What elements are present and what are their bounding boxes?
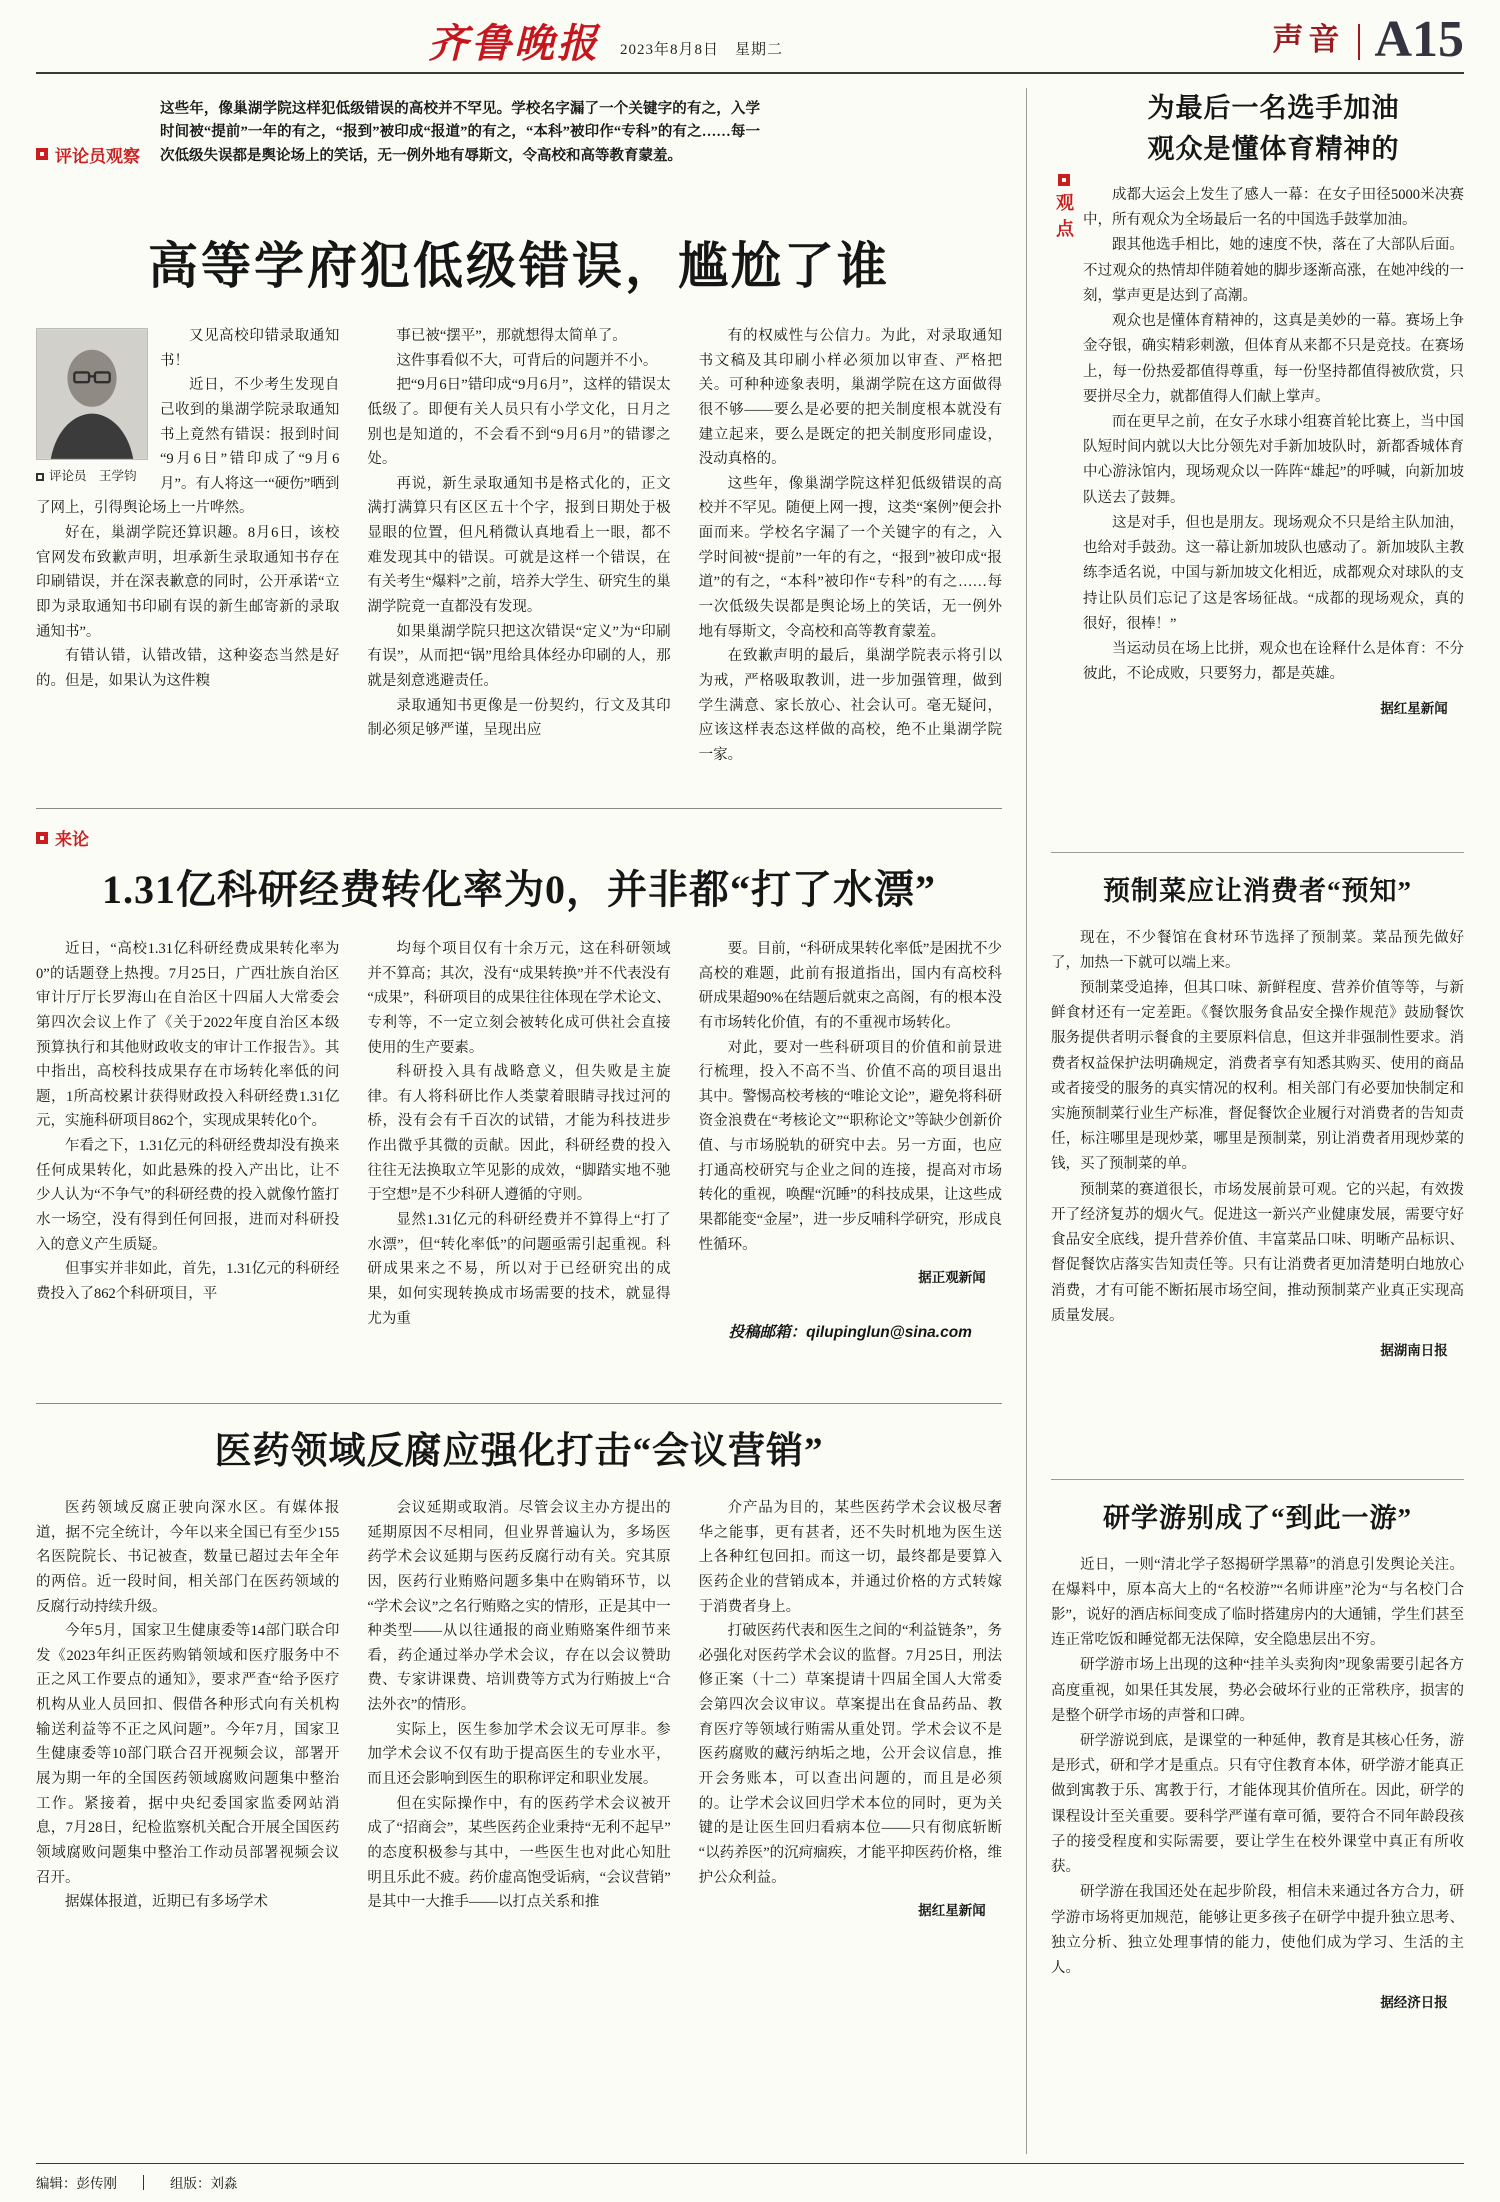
sidebar-article-title: 研学游别成了“到此一游” [1103,1503,1412,1533]
lailun-article [36,937,1002,1347]
publication-date: 2023年8月8日 星期二 [620,42,784,58]
paragraph: 跟其他选手相比，她的速度不快，落在了大部队后面。不过观众的热情却伴随着她的脚步逐渐高涨，在她冲线的一刻，掌声更是达到了高潮。 [1083,237,1464,304]
article-column-1 [36,937,339,1347]
paragraph: 研学游市场上出现的这种“挂羊头卖狗肉”现象需要引起各方高度重视，如果任其发展，势必会破坏行业的正常秩序，损害的是整个研学市场的声誉和口碑。 [1051,1657,1464,1724]
sidebar-article-sports [1051,88,1464,836]
author-byline [36,466,148,487]
masthead-logo: 齐鲁晚报 [428,21,600,66]
paragraph: 有错认错，认错改错，这种姿态当然是好的。但是，如果认为这件糗 [36,648,340,689]
section-divider [1051,1479,1464,1480]
paragraph: 这件事看似不大，可背后的问题并不小。 [396,352,658,369]
paragraph: 在致歉声明的最后，巢湖学院表示将引以为戒，严格吸取教训，进一步加强管理，做到学生满意、家长放心、社会认可。毫无疑问，应该这样表态这样做的高校，绝不止巢湖学院一家。 [698,648,1002,763]
article-text [699,937,1002,1257]
paragraph: 今年5月，国家卫生健康委等14部门联合印发《2023年纠正医药购销领域和医疗服务中不正之风工作要点的通知》，要求严查“给予医疗机构从业人员回扣、假借各种形式向有关机构输送利益等不正之风问题”。今年7月，国家卫生健康委等10部门联合召开视频会议，部署开展为期一年的全国医药领域腐败问题集中整治工作。紧接着，据中央纪委国家监委网站消息，7月28日，纪检监察机关配合开展全国医药领域腐败问题集中整治工作动员部署视频会议召开。 [36,1623,340,1886]
author-photo [36,328,148,460]
section-block [1272,11,1464,69]
article-text [1051,926,1464,1330]
byline-marker-icon [36,473,44,481]
paragraph: 好在，巢湖学院还算识趣。8月6日，该校官网发布致歉声明，坦承新生录取通知书存在印刷错误，并在深表歉意的同时，公开承诺“立即为录取通知书印刷有误的新生邮寄新的录取通知书”。 [36,525,340,640]
paragraph: 近日，“高校1.31亿科研经费成果转化率为0”的话题登上热搜。7月25日，广西壮族自治区审计厅厅长罗海山在自治区十四届人大常委会第四次会议上作了《关于2022年度自治区本级预算执行和其他财政收支的审计工作报告》。其中指出，高校科技成果存在市场转化率低的问题，1所高校累计获得财政投入科研经费1.31亿元，实施科研项目862个，实现成果转化0个。 [36,941,340,1130]
paragraph: 科研投入具有战略意义，但失败是主旋律。有人将科研比作人类蒙着眼睛寻找过河的桥，没有会有千百次的试错，才能为科技进步作出微乎其微的贡献。因此，科研经费的投入往往无法换取立竿见影的成效，“脚踏实地不驰于空想”是不少科研人遵循的守则。 [367,1064,671,1204]
paragraph: 预制菜的赛道很长，市场发展前景可观。它的兴起，有效拨开了经济复苏的烟火气。促进这一新兴产业健康发展，需要守好食品安全底线，提升营养价值、丰富菜品口味、明晰产品标识、督促餐饮店落实告知责任等。只有让消费者更加清楚明白地放心消费，才有可能不断拓展市场空间，推动预制菜产业真正实现高质量发展。 [1051,1181,1464,1324]
footer-divider [143,2175,144,2190]
paragraph: 打破医药代表和医生之间的“利益链条”，务必强化对医药学术会议的监督。7月25日，刑法修正案（十二）草案提请十四届全国人大常委会第四次会议审议。草案提出在食品药品、教育医疗等领域行贿需从重处罚。学术会议不是医药腐败的藏污纳垢之地，公开会议信息，推开会务账本，可以查出问题的，而且是必须的。让学术会议回归学术本位的同时，更为关键的是让医生回归看病本位——只有彻底斩断“以药养医”的沉疴痼疾，才能平抑医药价格，维护公众利益。 [698,1623,1002,1886]
article-column-2 [367,1496,670,1923]
content-area [36,88,1464,2154]
paragraph: 有的权威性与公信力。为此，对录取通知书文稿及其印刷小样必须加以审查、严格把关。可种种迹象表明，巢湖学院在这方面做得很不够——要么是必要的把关制度根本就没有建立起来，要么是既定的把关制度形同虚设，没动真格的。 [698,328,1002,468]
page-header [36,11,1464,74]
yiyao-article [36,1496,1002,1923]
commentator-observation-section [36,96,1002,212]
footer-layout: 组版：刘淼 [170,2176,238,2191]
paragraph: 成都大运会上发生了感人一幕：在女子田径5000米决赛中，所有观众为全场最后一名的中国选手鼓掌加油。 [1083,187,1464,229]
sidebar-article-title-line1: 为最后一名选手加油 [1147,93,1400,123]
article-source: 据湖南日报 [1380,1343,1448,1358]
paragraph: 又见高校印错录取通知书！ [160,328,340,369]
yiyao-headline: 医药领域反腐应强化打击“会议营销” [214,1431,824,1472]
sidebar-column [1026,88,1464,2154]
article-column-2 [367,937,670,1347]
article-source: 据红星新闻 [918,1903,986,1919]
section-label-observer [36,96,140,212]
article-text [367,1496,670,1915]
yiyao-section [36,1420,1002,2008]
sidebar-article-study-tour [1051,1498,1464,2011]
article-source: 据红星新闻 [1380,701,1448,717]
article-column-2 [367,324,670,790]
main-column [36,88,1026,2154]
author-block [36,328,148,487]
article-text [699,1496,1002,1890]
section-marker-icon [36,148,48,160]
article-text [699,324,1002,768]
page-number: A15 [1374,11,1464,69]
paragraph: 研学游在我国还处在起步阶段，相信未来通过各方合力，研学游市场将更加规范，能够让更多孩子在研学中提升独立思考、独立分析、独立处理事情的能力，使他们成为学习、生活的主人。 [1051,1884,1464,1976]
paragraph: 预制菜受追捧，但其口味、新鲜程度、营养价值等等，与新鲜食材还有一定差距。《餐饮服务食品安全操作规范》鼓励餐饮服务提供者明示餐食的主要原料信息，但这并非强制性要求。消费者权益保护法明确规定，消费者享有知悉其购买、使用的商品或者接受的服务的真实情况的权利。相关部门有必要加快制定和实施预制菜行业生产标准，督促餐饮企业履行对消费者的告知责任，标注哪里是现炒菜，哪里是预制菜，别让消费者用现炒菜的钱，买了预制菜的单。 [1051,979,1464,1173]
paragraph: 再说，新生录取通知书是格式化的，正文满打满算只有区区五十个字，报到日期处于极显眼的位置，但凡稍微认真地看上一眼，都不难发现其中的错误。可就是这样一个错误，在有关考生“爆料”之前，培养大学生、研究生的巢湖学院竟一直都没有发现。 [367,475,671,616]
article-text [1083,183,1464,687]
section-label-text: 评论员观察 [55,146,140,166]
paragraph: 均每个项目仅有十余万元，这在科研领域并不算高；其次，没有“成果转换”并不代表没有“成果”，科研项目的成果往往体现在学术论文、专利等，不一定立刻会被转化成可供社会直接使用的生产要素。 [367,941,671,1056]
paragraph: 如果巢湖学院只把这次错误“定义”为“印刷有误”，从而把“锅”甩给具体经办印刷的人，那就是刻意逃避责任。 [367,623,671,689]
article-column-1 [36,1496,339,1923]
paragraph: 观众也是懂体育精神的，这真是美妙的一幕。赛场上争金夺银，确实精彩刺激，但体育从来都不只是竞技。在赛场上，每一份热爱都值得尊重，每一份坚持都值得被欣赏，只要拼尽全力，就都值得人们献上掌声。 [1083,313,1464,405]
paragraph: 显然1.31亿元的科研经费并不算得上“打了水漂”，但“转化率低”的问题亟需引起重视。科研成果来之不易，所以对于已经研究出的成果，如何实现转换成市场需要的技术，就显得尤为重 [367,1212,671,1327]
paragraph: 这是对手，但也是朋友。现场观众不只是给主队加油，也给对手鼓劲。这一幕让新加坡队也感动了。新加坡队主教练李适名说，中国与新加坡文化相近，成都观众对球队的支持让队员们忘记了这是客场征战。“成都的现场观众，真的很好，很棒！” [1083,514,1464,632]
section-divider [36,808,1002,809]
viewpoint-label [1051,174,1077,245]
article-column-3 [699,324,1002,790]
main-headline: 高等学府犯低级错误，尴尬了谁 [148,238,890,294]
section-divider [36,1403,1002,1404]
section-divider-bar [1358,24,1360,60]
byline-text: 评论员 王学钧 [49,469,137,483]
sidebar-article-premade-food [1051,871,1464,1463]
article-column-3 [699,937,1002,1347]
sidebar-article-title-line2: 观众是懂体育精神的 [1147,133,1400,164]
paragraph: 会议延期或取消。尽管会议主办方提出的延期原因不尽相同，但业界普遍认为，多场医药学术会议延期与医药反腐行动有关。究其原因，医药行业贿赂问题多集中在购销环节，以“学术会议”之名行贿赂之实的情形，正是其中一种类型——从以往通报的商业贿赂案件细节来看，药企通过举办学术会议，存在以会议赞助费、专家讲课费、培训费等方式为行贿披上“合法外衣”的情形。 [367,1500,671,1714]
paragraph: 对此，要对一些科研项目的价值和前景进行梳理，投入不高不当、价值不高的项目退出其中。警惕高校考核的“唯论文论”，避免将科研资金浪费在“考核论文”“职称论文”等缺少创新价值、与市场脱轨的研究中去。另一方面，也应打通高校研究与企业之间的连接，提高对市场转化的重视，唤醒“沉睡”的科技成果，让这些成果都能变“金屋”，进一步反哺科学研究，形成良性循环。 [698,1039,1002,1253]
page-footer [36,2163,1464,2192]
article-text [367,937,670,1331]
lailun-section [36,825,1002,1385]
paragraph: 但事实并非如此，首先，1.31亿元的科研经费投入了862个科研项目，平 [36,1261,340,1302]
paragraph: 把“9月6日”错印成“9月6月”，这样的错误太低级了。即便有关人员只有小学文化，日月之别也是知道的，不会看不到“9月6月”的错谬之处。 [367,377,671,468]
submission-email: 投稿邮箱：qilupinglun@sina.com [728,1324,972,1342]
main-article [36,324,1002,790]
paragraph: 要。目前，“科研成果转化率低”是困扰不少高校的难题，此前有报道指出，国内有高校科研成果超90%在结题后就束之高阁，有的根本没有市场转化价值，有的不重视市场转化。 [698,941,1002,1031]
paragraph: 实际上，医生参加学术会议无可厚非。参加学术会议不仅有助于提高医生的专业水平，而且还会影响到医生的职称评定和职业发展。 [367,1721,671,1788]
paragraph: 近日，一则“清北学子怒揭研学黑幕”的消息引发舆论关注。在爆料中，原本高大上的“名校游”“名师讲座”沦为“与名校门合影”，说好的酒店标间变成了临时搭建房内的大通铺，学生们甚至连正常吃饭和睡觉都无法保障，安全隐患层出不穷。 [1051,1556,1464,1649]
footer-editor: 编辑：彭传刚 [36,2176,117,2191]
section-divider [1051,852,1464,853]
article-text [36,937,339,1307]
paragraph: 现在，不少餐馆在食材环节选择了预制菜。菜品预先做好了，加热一下就可以端上来。 [1051,929,1464,971]
article-source: 据正观新闻 [918,1270,986,1286]
section-marker-icon [36,832,48,844]
sidebar-article-title: 预制菜应让消费者“预知” [1103,876,1412,906]
observer-intro-text: 这些年，像巢湖学院这样犯低级错误的高校并不罕见。学校名字漏了一个关键字的有之，入学时间被“提前”一年的有之，“报到”被印成“报道”的有之，“本科”被印作“专科”的有之……每一次低级失误都是舆论场上的笑话，无一例外地有辱斯文，令高校和高等教育蒙羞。 [160,101,760,164]
article-column-3 [699,1496,1002,1923]
section-label-lailun [36,825,1002,850]
paragraph: 当运动员在场上比拼，观众也在诠释什么是体育：不分彼此，不论成败，只要努力，都是英雄。 [1083,640,1464,683]
article-text [36,1496,339,1915]
paragraph: 研学游说到底，是课堂的一种延伸，教育是其核心任务，游是形式，研和学才是重点。只有守住教育本体，研学游才能真正做到寓教于乐、寓教于行，才能体现其价值所在。因此，研学的课程设计至关重要。要科学严谨有章可循，要符合不同年龄段孩子的接受程度和实际需要，要让学生在校外课堂中真正有所收获。 [1051,1733,1464,1876]
lailun-headline: 1.31亿科研经费转化率为0，并非都“打了水漂” [102,867,936,912]
article-text [1051,1553,1464,1982]
paragraph: 录取通知书更像是一份契约，行文及其印制必须足够严谨，呈现出应 [367,697,671,739]
article-source: 据经济日报 [1380,1995,1448,2011]
paragraph: 但在实际操作中，有的医药学术会议被开成了“招商会”，某些医药企业秉持“无利不起早”的态度积极参与其中，一些医生也对此心知肚明且乐此不疲。药价虚高饱受诟病，“会议营销”是其中一大推手——以打点关系和推 [367,1795,671,1911]
paragraph: 介产品为目的，某些医药学术会议极尽奢华之能事，更有甚者，还不失时机地为医生送上各种红包回扣。而这一切，最终都是要算入医药企业的营销成本，并通过价格的方式转嫁于消费者身上。 [698,1500,1002,1615]
paragraph: 乍看之下，1.31亿元的科研经费却没有换来任何成果转化，如此悬殊的投入产出比，让不少人认为“不争气”的科研经费的投入就像竹篮打水一场空，没有得到任何回报，进而对科研投入的意义产生质疑。 [36,1138,340,1253]
section-marker-icon [1058,174,1070,186]
paragraph: 医药领域反腐正驶向深水区。有媒体报道，据不完全统计，今年以来全国已有至少155名医院院长、书记被查，数量已超过去年全年的两倍。近一段时间，相关部门在医药领域的反腐行动持续升级。 [36,1500,340,1615]
viewpoint-label-text: 观点 [1054,193,1074,245]
paragraph: 这些年，像巢湖学院这样犯低级错误的高校并不罕见。随便上网一搜，这类“案例”便会扑面而来。学校名字漏了一个关键字的有之，入学时间被“提前”一年的有之，“报到”被印成“报道”的有之，“本科”被印作“专科”的有之……每一次低级失误都是舆论场上的笑话，无一例外地有辱斯文，令高校和高等教育蒙羞。 [698,475,1002,640]
paragraph: 事已被“摆平”，那就想得太简单了。 [396,328,627,344]
paragraph: 而在更早之前，在女子水球小组赛首轮比赛上，当中国队短时间内就以大比分领先对手新加坡队时，新都香城体育中心游泳馆内，现场观众以一阵阵“雄起”的呼喊，向新加坡队送去了鼓舞。 [1083,413,1464,506]
paragraph: 近日，不少考生发现自己收到的巢湖学院录取通知书上竟然有错误：报到时间“9月6日”错印成了“9月6月”。有人将这一“硬伤”晒到了网上，引得舆论场上一片哗然。 [36,377,340,517]
section-label-text: 来论 [55,830,89,849]
paragraph: 据媒体报道，近期已有多场学术 [65,1894,268,1911]
article-column-1 [36,324,339,790]
article-text [367,324,670,743]
section-title: 声音 [1272,22,1345,57]
